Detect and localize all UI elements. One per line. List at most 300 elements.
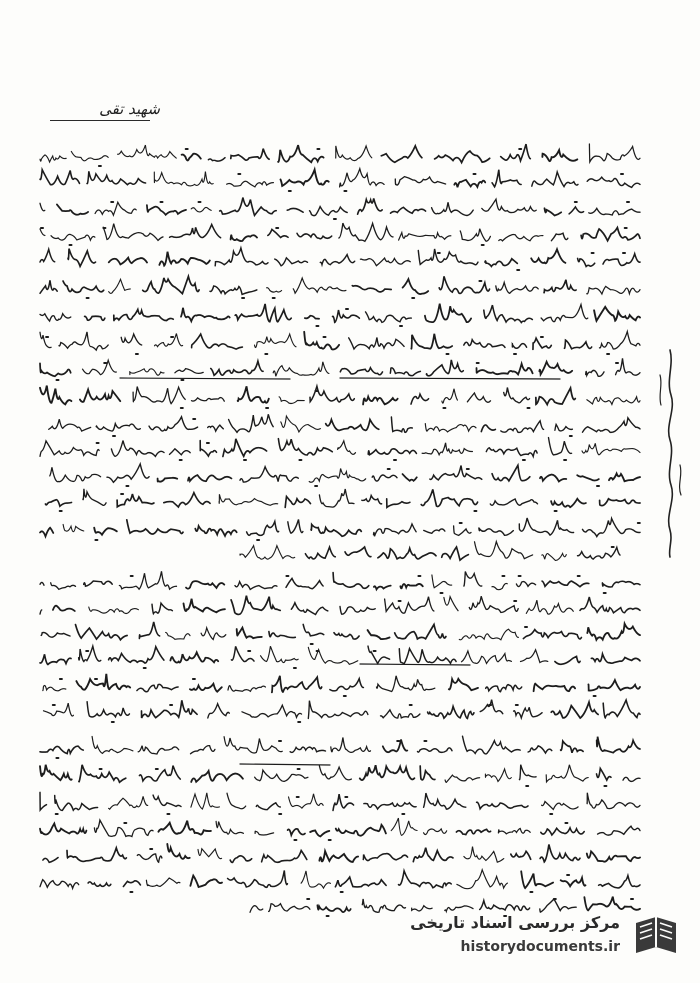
handwritten-underline: [360, 664, 470, 665]
handwritten-word: [262, 851, 307, 863]
handwritten-word: [158, 821, 211, 835]
handwritten-word: [335, 877, 386, 887]
archive-watermark: [392, 907, 682, 967]
handwritten-word: [109, 796, 148, 809]
handwritten-word: [175, 369, 203, 374]
handwritten-word: [143, 276, 199, 293]
handwritten-word: [191, 207, 211, 211]
handwritten-word: [395, 625, 446, 639]
handwritten-word: [228, 686, 265, 692]
handwritten-word: [273, 362, 329, 377]
handwritten-word: [444, 597, 458, 611]
handwritten-word: [57, 204, 88, 214]
handwritten-word: [235, 304, 291, 322]
handwritten-word: [310, 207, 348, 216]
handwritten-word: [516, 582, 535, 587]
handwritten-word: [420, 766, 435, 780]
handwritten-word: [374, 586, 391, 590]
handwritten-word: [459, 629, 518, 640]
handwritten-word: [290, 747, 325, 752]
handwritten-word: [94, 528, 117, 535]
handwritten-word: [63, 281, 104, 292]
handwritten-word: [40, 229, 45, 236]
handwritten-word: [480, 700, 503, 714]
handwritten-word: [374, 524, 417, 536]
handwritten-word: [587, 397, 640, 405]
handwritten-word: [231, 149, 269, 161]
handwritten-word: [349, 338, 404, 350]
handwritten-word: [71, 151, 108, 160]
handwritten-word: [333, 573, 369, 589]
handwritten-word: [333, 310, 360, 322]
handwritten-word: [308, 701, 368, 719]
handwritten-word: [40, 792, 47, 810]
handwritten-word: [425, 424, 476, 432]
handwritten-word: [512, 344, 526, 349]
handwritten-word: [208, 425, 224, 431]
handwritten-word: [286, 578, 323, 588]
handwritten-word: [40, 386, 71, 405]
handwritten-word: [591, 654, 640, 663]
handwritten-word: [555, 656, 580, 664]
handwritten-word: [531, 249, 565, 263]
handwritten-word: [442, 547, 469, 560]
handwritten-word: [319, 851, 358, 862]
handwritten-word: [532, 172, 578, 187]
page-title: شهید تقی: [99, 100, 160, 118]
handwritten-word: [372, 475, 397, 481]
handwritten-word: [87, 171, 146, 184]
handwritten-word: [309, 469, 366, 483]
handwritten-word: [498, 828, 530, 833]
handwritten-word: [477, 802, 528, 809]
handwritten-word: [432, 202, 474, 215]
handwritten-word: [587, 286, 640, 294]
handwritten-word: [310, 831, 329, 837]
handwritten-word: [534, 684, 576, 692]
handwritten-word: [464, 847, 504, 863]
handwritten-word: [555, 424, 573, 431]
handwritten-word: [40, 610, 42, 614]
handwritten-word: [51, 234, 95, 240]
handwritten-word: [49, 419, 91, 431]
handwritten-word: [364, 803, 416, 809]
handwritten-word: [424, 793, 466, 809]
handwritten-word: [378, 548, 436, 559]
handwritten-word: [123, 881, 140, 887]
handwritten-word: [67, 848, 126, 862]
handwritten-word: [504, 388, 530, 403]
handwritten-word: [586, 370, 604, 376]
handwritten-word: [411, 394, 429, 404]
handwritten-word: [255, 831, 274, 835]
handwritten-word: [597, 768, 612, 780]
handwritten-word: [577, 475, 599, 480]
handwritten-word: [338, 441, 356, 454]
handwritten-word: [580, 597, 640, 613]
handwritten-word: [542, 581, 589, 587]
handwritten-word: [279, 397, 304, 404]
handwritten-word: [133, 387, 185, 404]
handwritten-word: [291, 603, 328, 615]
handwritten-word: [340, 169, 385, 187]
handwritten-word: [219, 494, 278, 505]
handwritten-word: [79, 646, 101, 661]
handwritten-word: [542, 553, 567, 560]
handwritten-word: [540, 475, 566, 482]
handwritten-word: [540, 845, 580, 862]
handwritten-word: [464, 572, 482, 587]
handwritten-word: [454, 526, 471, 536]
handwritten-word: [528, 746, 552, 753]
handwritten-word: [191, 746, 215, 754]
handwritten-word: [442, 389, 458, 403]
handwritten-word: [514, 707, 543, 718]
handwritten-word: [153, 795, 181, 806]
handwritten-word: [368, 646, 390, 663]
handwritten-word: [40, 654, 71, 664]
handwritten-word: [533, 338, 551, 349]
handwritten-word: [192, 334, 243, 349]
handwritten-word: [285, 497, 310, 508]
handwritten-word: [477, 364, 533, 375]
handwritten-word: [541, 828, 584, 835]
handwritten-word: [561, 741, 584, 753]
handwritten-word: [51, 583, 76, 590]
handwritten-word: [600, 499, 640, 506]
handwritten-word: [96, 424, 140, 431]
handwritten-word: [422, 443, 472, 455]
handwritten-word: [297, 233, 332, 238]
handwritten-word: [281, 416, 321, 432]
handwritten-word: [492, 170, 521, 187]
handwritten-word: [479, 528, 513, 535]
handwritten-word: [319, 766, 351, 780]
handwritten-word: [345, 547, 371, 557]
handwritten-word: [486, 685, 522, 692]
handwritten-word: [235, 582, 277, 590]
handwritten-word: [275, 258, 308, 266]
handwritten-word: [603, 254, 640, 266]
handwritten-word: [191, 793, 220, 809]
handwritten-word: [399, 871, 452, 888]
handwritten-word: [301, 871, 330, 888]
handwritten-word: [242, 705, 302, 717]
handwritten-word: [269, 632, 295, 638]
handwritten-word: [320, 255, 354, 265]
handwritten-word: [326, 420, 379, 431]
handwritten-word: [360, 258, 410, 266]
handwritten-word: [195, 526, 236, 536]
handwritten-word: [121, 334, 142, 345]
handwritten-word: [435, 151, 490, 163]
handwritten-word: [581, 228, 640, 241]
archive-book-logo-icon: [630, 909, 682, 961]
handwritten-word: [40, 280, 57, 293]
handwritten-word: [399, 649, 456, 664]
handwritten-word: [261, 646, 299, 662]
handwritten-word: [413, 848, 453, 862]
handwritten-word: [68, 249, 96, 267]
handwritten-word: [551, 702, 598, 718]
handwritten-word: [587, 793, 640, 809]
handwritten-word: [303, 624, 324, 636]
handwritten-word: [119, 571, 176, 589]
handwritten-word: [387, 499, 410, 508]
handwritten-word: [589, 144, 640, 162]
handwritten-word: [363, 397, 398, 405]
handwritten-word: [616, 358, 640, 375]
handwritten-word: [358, 198, 383, 214]
handwritten-word: [138, 746, 179, 754]
handwritten-word: [40, 170, 80, 185]
handwritten-word: [164, 493, 210, 507]
handwritten-word: [366, 312, 412, 323]
handwritten-underline: [120, 378, 290, 379]
handwritten-word: [146, 878, 180, 886]
handwritten-word: [391, 417, 412, 432]
handwritten-word: [426, 360, 463, 376]
handwritten-word: [92, 737, 133, 754]
handwritten-word: [317, 905, 350, 912]
handwritten-word: [139, 766, 180, 781]
handwritten-word: [377, 676, 435, 692]
handwritten-word: [192, 398, 225, 402]
handwritten-word: [191, 771, 243, 782]
handwritten-word: [582, 443, 640, 454]
handwritten-word: [331, 738, 371, 753]
handwritten-word: [501, 144, 531, 161]
handwritten-word: [600, 332, 641, 349]
handwritten-word: [40, 824, 86, 835]
handwritten-word: [460, 229, 490, 242]
handwritten-word: [159, 252, 209, 266]
handwritten-word: [381, 146, 422, 162]
handwritten-word: [340, 607, 375, 615]
handwritten-word: [40, 363, 71, 376]
handwritten-word: [215, 248, 268, 266]
handwritten-word: [288, 829, 305, 835]
handwritten-word: [609, 474, 640, 482]
handwritten-word: [289, 794, 324, 808]
handwritten-word: [211, 361, 263, 375]
handwritten-word: [439, 276, 489, 293]
handwritten-word: [45, 500, 71, 507]
handwritten-word: [127, 520, 183, 534]
handwritten-word: [597, 737, 640, 753]
handwritten-word: [255, 770, 308, 781]
handwritten-word: [89, 607, 139, 613]
handwritten-word: [227, 181, 274, 187]
handwritten-word: [588, 680, 640, 690]
handwritten-word: [255, 334, 297, 347]
handwritten-word: [40, 441, 99, 457]
handwritten-word: [362, 496, 382, 504]
handwritten-word: [395, 177, 445, 185]
handwritten-word: [79, 765, 126, 783]
handwritten-word: [278, 145, 324, 162]
handwritten-word: [486, 448, 537, 457]
handwritten-word: [583, 418, 641, 432]
handwritten-word: [188, 475, 232, 481]
handwritten-word: [118, 145, 177, 158]
handwritten-word: [308, 647, 358, 664]
handwritten-word: [425, 304, 471, 322]
handwritten-word: [229, 414, 274, 432]
margin-annotation: [650, 345, 690, 560]
handwritten-word: [432, 575, 452, 588]
handwritten-word: [519, 518, 573, 535]
handwritten-word: [231, 646, 254, 661]
handwritten-word: [117, 494, 154, 507]
handwritten-word: [210, 286, 257, 294]
handwritten-word: [278, 439, 332, 455]
handwritten-word: [43, 685, 66, 690]
handwritten-word: [511, 851, 531, 859]
handwritten-word: [130, 369, 164, 375]
handwritten-word: [428, 707, 474, 719]
handwritten-word: [492, 465, 530, 481]
handwritten-word: [107, 464, 149, 482]
handwritten-word: [542, 802, 579, 810]
handwritten-word: [158, 478, 178, 482]
handwritten-word: [492, 583, 507, 589]
handwritten-word: [467, 393, 490, 402]
handwritten-word: [490, 499, 537, 505]
handwritten-word: [83, 489, 106, 506]
handwritten-word: [50, 467, 101, 481]
handwritten-word: [536, 388, 576, 405]
handwritten-word: [475, 542, 533, 559]
handwritten-word: [485, 259, 517, 267]
handwritten-word: [220, 198, 277, 216]
handwritten-word: [589, 208, 640, 215]
handwritten-word: [59, 332, 108, 350]
handwritten-word: [288, 520, 303, 534]
handwritten-word: [170, 652, 218, 662]
handwritten-word: [231, 596, 280, 615]
handwritten-word: [464, 340, 505, 348]
handwritten-word: [484, 305, 533, 322]
handwritten-word: [598, 826, 640, 835]
handwritten-underline: [340, 378, 560, 379]
handwritten-word: [190, 876, 222, 887]
handwritten-word: [237, 628, 262, 639]
watermark-url: historydocuments.ir: [460, 939, 620, 955]
handwritten-word: [463, 736, 521, 754]
handwritten-word: [391, 818, 417, 835]
handwritten-word: [368, 449, 416, 455]
handwritten-word: [76, 625, 128, 640]
handwritten-word: [250, 906, 263, 913]
handwritten-word: [449, 679, 478, 690]
handwritten-word: [482, 199, 536, 212]
handwritten-word: [201, 628, 226, 640]
handwritten-word: [499, 234, 543, 240]
handwritten-word: [147, 205, 186, 215]
handwritten-word: [228, 871, 288, 888]
handwritten-word: [83, 360, 117, 374]
handwritten-word: [281, 170, 329, 186]
handwritten-word: [360, 765, 415, 780]
handwritten-word: [238, 386, 269, 403]
handwritten-word: [485, 769, 511, 782]
handwritten-word: [541, 305, 588, 322]
handwritten-word: [208, 158, 225, 161]
handwritten-underline: [240, 764, 330, 765]
handwritten-word: [385, 597, 434, 614]
handwritten-word: [424, 829, 447, 835]
handwritten-word: [43, 858, 58, 863]
handwritten-word: [247, 522, 279, 536]
handwritten-word: [336, 825, 386, 836]
handwritten-word: [186, 581, 224, 589]
handwritten-word: [230, 856, 252, 863]
handwritten-word: [166, 632, 190, 639]
handwritten-word: [462, 651, 512, 663]
handwritten-word: [521, 871, 553, 888]
handwritten-word: [85, 316, 105, 320]
handwritten-word: [76, 674, 130, 690]
handwritten-word: [319, 489, 354, 507]
handwritten-word: [311, 525, 361, 537]
handwritten-word: [400, 584, 422, 588]
handwritten-word: [40, 528, 53, 537]
handwritten-word: [170, 225, 221, 238]
handwritten-word: [551, 233, 567, 241]
handwritten-word: [137, 684, 178, 691]
handwritten-word: [231, 235, 257, 241]
handwritten-word: [272, 676, 322, 693]
handwritten-word: [403, 474, 417, 481]
handwritten-word: [84, 581, 113, 586]
handwritten-word: [418, 748, 453, 752]
handwritten-word: [95, 202, 136, 215]
handwritten-word: [336, 146, 372, 161]
handwritten-word: [184, 599, 225, 613]
handwritten-word: [521, 650, 548, 663]
handwritten-word: [137, 854, 162, 862]
handwritten-word: [578, 547, 621, 559]
handwritten-word: [334, 633, 359, 639]
handwritten-word: [305, 547, 335, 559]
handwritten-word: [333, 794, 354, 810]
watermark-title: مرکز بررسی اسناد تاریخی: [410, 913, 620, 932]
handwritten-word: [481, 425, 495, 432]
handwritten-word: [352, 286, 391, 292]
handwritten-word: [456, 829, 490, 834]
handwritten-word: [569, 207, 584, 214]
handwritten-word: [142, 700, 198, 718]
handwritten-word: [40, 582, 44, 585]
handwritten-word: [339, 223, 393, 241]
handwritten-word: [603, 700, 640, 718]
handwritten-word: [155, 334, 183, 347]
handwritten-word: [445, 775, 480, 782]
handwritten-word: [240, 546, 295, 560]
handwritten-word: [198, 849, 222, 859]
handwritten-word: [501, 421, 544, 433]
handwritten-word: [418, 249, 478, 265]
handwritten-word: [430, 466, 482, 480]
handwritten-word: [539, 362, 572, 375]
handwritten-word: [340, 368, 382, 375]
handwritten-word: [269, 904, 310, 912]
handwritten-word: [594, 307, 640, 321]
handwritten-word: [578, 258, 595, 266]
handwritten-word: [216, 821, 243, 834]
handwritten-word: [411, 334, 452, 349]
